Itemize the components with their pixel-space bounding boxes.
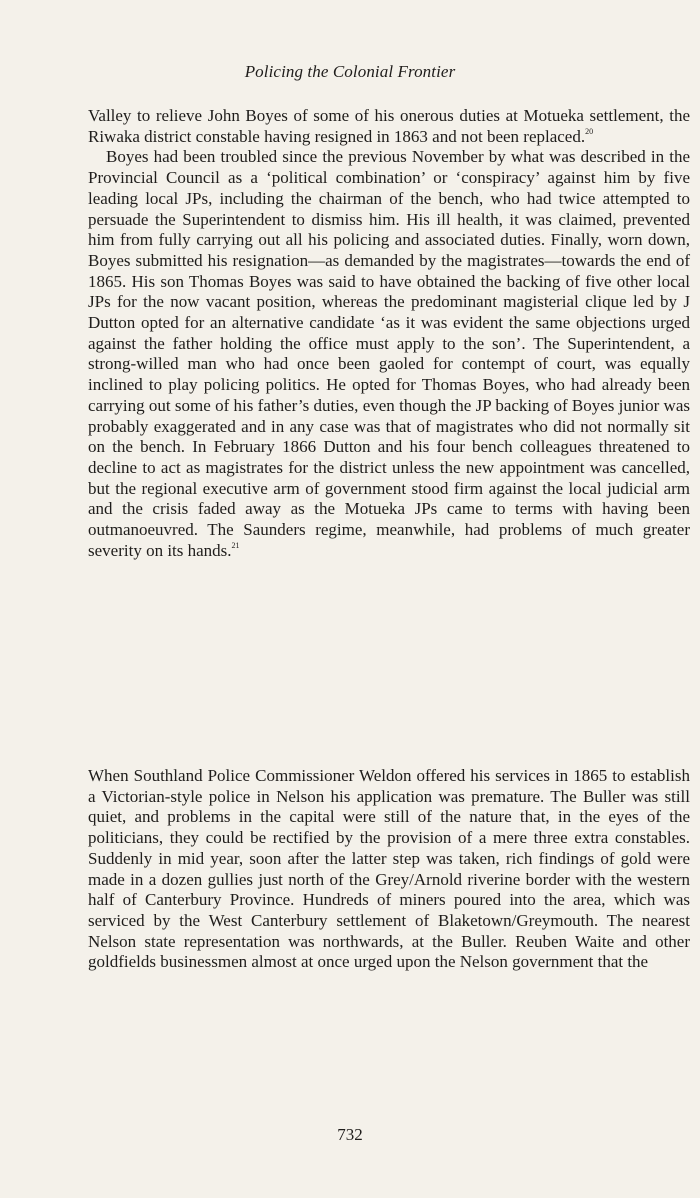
text-block-upper xyxy=(88,106,690,561)
page-number: 732 xyxy=(337,1125,363,1144)
paragraph-2-text: Boyes had been troubled since the previous November by what was described in the Provincial Council as a ‘political combination’ or ‘conspiracy’ against him by five leading local JPs, including the chairman of the bench, who had twice attempted to persuade the Superintendent to dismiss him. His ill health, it was claimed, prevented him from fully carrying out all his policing and associated duties. Finally, worn down, Boyes submitted his resignation—as demanded by the magistrates—towards the end of 1865. His son Thomas Boyes was said to have obtained the backing of five other local JPs for the now vacant position, whereas the predominant magisterial clique led by J Dutton opted for an alternative candidate ‘as it was evident the same objections urged against the father holding the office must apply to the son’. The Superintendent, a strong-willed man who had once been gaoled for contempt of court, was equally inclined to play policing politics. He opted for Thomas Boyes, who had already been carrying out some of his father’s duties, even though the JP backing of Boyes junior was probably exaggerated and in any case was that of magistrates who did not normally sit on the bench. In February 1866 Dutton and his four bench colleagues threatened to decline to act as magistrates for the district unless the new appointment was cancelled, but the regional executive arm of government stood firm against the local judicial arm and the crisis faded away as the Motueka JPs came to terms with having been outmanoeuvred. The Saunders regime, meanwhile, had problems of much greater severity on its hands. xyxy=(88,147,690,560)
endnote-ref-21: 21 xyxy=(231,540,240,550)
paragraph-3 xyxy=(88,766,690,973)
paragraph-3-text: When Southland Police Commissioner Weldon offered his services in 1865 to establish a Victorian-style police in Nelson his application was premature. The Buller was still quiet, and problems in the capital were still of the nature that, in the eyes of the politicians, they could be rectified by the provision of a mere three extra constables. Suddenly in mid year, soon after the latter step was taken, rich findings of gold were made in a dozen gullies just north of the Grey/Arnold riverine border with the western half of Canterbury Province. Hundreds of miners poured into the area, which was serviced by the West Canterbury settlement of Blaketown/Greymouth. The nearest Nelson state representation was northwards, at the Buller. Reuben Waite and other goldfields businessmen almost at once urged upon the Nelson government that the xyxy=(88,766,690,972)
endnote-ref-20: 20 xyxy=(585,126,594,136)
text-block-lower xyxy=(88,766,690,973)
running-head: Policing the Colonial Frontier xyxy=(244,62,456,81)
paragraph-1-text: Valley to relieve John Boyes of some of his onerous duties at Motueka settlement, the Riwaka district constable having resigned in 1863 and not been replaced. xyxy=(88,106,690,146)
paragraph-2 xyxy=(88,147,690,561)
paragraph-1 xyxy=(88,106,690,147)
